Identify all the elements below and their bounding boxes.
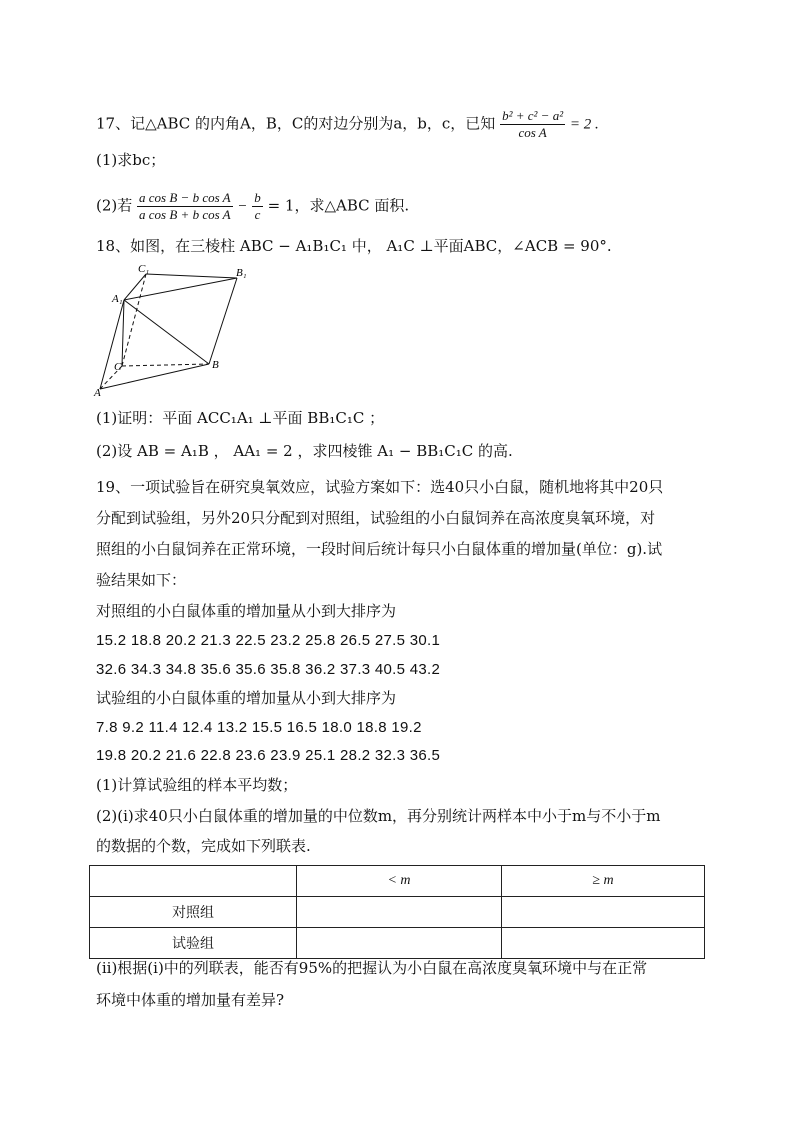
table-cell xyxy=(502,897,705,928)
table-row xyxy=(90,928,705,959)
q17-p2-frac-den: a cos B + b cos A xyxy=(139,207,231,222)
test-row2: 19.8 20.2 21.6 22.8 23.6 23.9 25.1 28.2 32.3 36.5 xyxy=(96,747,441,764)
table-header-row xyxy=(90,866,705,897)
control-row2: 32.6 34.3 34.8 35.6 35.6 35.8 36.2 37.3 40.5 43.2 xyxy=(96,661,441,678)
contingency-table xyxy=(89,865,705,959)
q17-fraction xyxy=(500,108,565,141)
q17-line1 xyxy=(96,108,599,141)
q17-p2-frac-num: a cos B − b cos A xyxy=(139,190,231,205)
q19-line2: 分配到试验组，另外20只分配到对照组，试验组的小白鼠饲养在高浓度臭氧环境，对 xyxy=(96,509,656,527)
label-c1: C₁ xyxy=(138,263,150,275)
label-b1: B₁ xyxy=(236,267,247,279)
q19-part3-line2: 环境中体重的增加量有差异? xyxy=(96,991,285,1009)
q19-part2-line1: (2)(ⅰ)求40只小白鼠体重的增加量的中位数m，再分别统计两样本中小于m与不小于m xyxy=(96,807,661,825)
q18-line1: 18、如图，在三棱柱 ABC − A₁B₁C₁ 中， A₁C ⊥平面ABC，∠ACB = 90°. xyxy=(96,237,612,255)
table-header-cell: < m xyxy=(297,866,502,897)
q17-p2-frac2-den: c xyxy=(254,207,261,222)
q17-part1: (1)求bc； xyxy=(96,151,166,169)
table-cell: 试验组 xyxy=(90,928,297,959)
prism-figure xyxy=(92,262,252,400)
q17-text: 17、记△ABC 的内角A，B，C的对边分别为a，b，c，已知 xyxy=(96,114,496,133)
q19-line1: 19、一项试验旨在研究臭氧效应，试验方案如下：选40只小白鼠，随机地将其中20只 xyxy=(96,478,664,496)
q17-p2-minus: − xyxy=(237,198,248,215)
table-header-cell: ≥ m xyxy=(502,866,705,897)
q19-part1: (1)计算试验组的样本平均数； xyxy=(96,776,298,794)
q17-frac-den: cos A xyxy=(518,125,547,140)
q17-p2-pre: (2)若 xyxy=(96,196,133,215)
label-b: B xyxy=(212,359,219,371)
test-row1: 7.8 9.2 11.4 12.4 13.2 15.5 16.5 18.0 18.8 19.2 xyxy=(96,719,422,736)
q19-part3-line1: (ⅱ)根据(ⅰ)中的列联表，能否有95%的把握认为小白鼠在高浓度臭氧环境中与在正常 xyxy=(96,959,648,977)
table-cell xyxy=(297,928,502,959)
q19-line4: 验结果如下： xyxy=(96,571,187,589)
table-cell xyxy=(297,897,502,928)
label-a1: A₁ xyxy=(112,293,123,305)
table-cell: 对照组 xyxy=(90,897,297,928)
q17-frac-num: b² + c² − a² xyxy=(502,108,564,123)
q19-part2-line2: 的数据的个数，完成如下列联表. xyxy=(96,837,311,855)
edge-c1b1 xyxy=(146,274,237,278)
q17-eq: = 2 . xyxy=(569,116,599,133)
q17-part2 xyxy=(96,190,409,223)
q18-part2: (2)设 AB = A₁B ， AA₁ = 2 ，求四棱锥 A₁ − BB₁C₁C 的高. xyxy=(96,442,513,460)
label-c: C xyxy=(114,361,122,373)
q17-p2-post: = 1，求△ABC 面积. xyxy=(267,196,410,215)
q17-p2-frac2-num: b xyxy=(254,190,261,205)
q17-p2-fraction xyxy=(137,190,233,223)
edge-cb xyxy=(122,364,209,366)
control-row1: 15.2 18.8 20.2 21.3 22.5 23.2 25.8 26.5 27.5 30.1 xyxy=(96,632,441,649)
test-title: 试验组的小白鼠体重的增加量从小到大排序为 xyxy=(96,689,397,707)
edge-b1b xyxy=(209,278,237,364)
edge-a1c xyxy=(122,300,124,366)
table-cell xyxy=(502,928,705,959)
table-header-cell xyxy=(90,866,297,897)
control-title: 对照组的小白鼠体重的增加量从小到大排序为 xyxy=(96,602,397,620)
edge-a1a xyxy=(100,300,124,389)
q17-p2-fraction2 xyxy=(252,190,263,223)
q19-line3: 照组的小白鼠饲养在正常环境，一段时间后统计每只小白鼠体重的增加量(单位：g).试 xyxy=(96,540,663,558)
table-row xyxy=(90,897,705,928)
label-a: A xyxy=(94,387,101,399)
q18-part1: (1)证明：平面 ACC₁A₁ ⊥平面 BB₁C₁C ； xyxy=(96,409,385,427)
edge-a1b1 xyxy=(124,278,237,300)
